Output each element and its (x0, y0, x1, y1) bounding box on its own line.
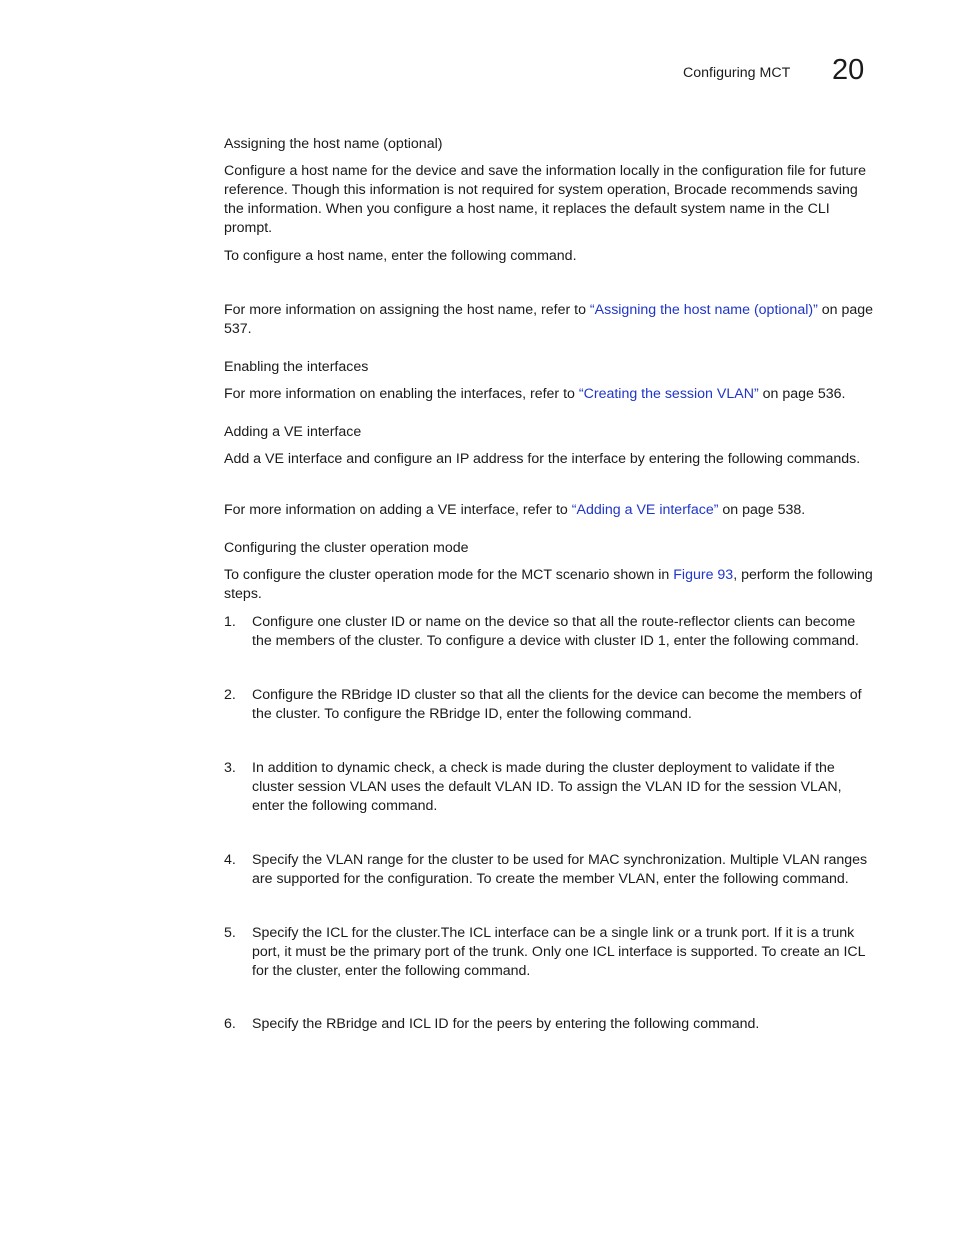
text-segment: on page 538. (718, 502, 806, 518)
step-number: 1. (224, 614, 236, 630)
paragraph-interfaces-reference (224, 385, 874, 404)
running-header-title: Configuring MCT (683, 65, 791, 81)
heading-assigning-host-name: Assigning the host name (optional) (224, 136, 443, 152)
text-segment: on page 536. (758, 386, 846, 402)
heading-adding-ve-interface: Adding a VE interface (224, 424, 362, 440)
paragraph-ve-interface-description: Add a VE interface and configure an IP address for the interface by entering the following commands. (224, 451, 861, 467)
step-text: In addition to dynamic check, a check is made during the cluster deployment to validate if the cluster session VLAN uses the default VLAN ID. To assign the VLAN ID for the session VLAN, enter the following command. (252, 760, 842, 814)
step-number: 4. (224, 852, 236, 868)
step-text: Specify the VLAN range for the cluster to be used for MAC synchronization. Multiple VLAN ranges are supported for the configuration. To create the member VLAN, enter the following command. (252, 852, 868, 887)
link-figure-93[interactable]: Figure 93 (673, 567, 734, 583)
text-segment: , perform the following steps. (224, 567, 873, 602)
step-text: Specify the RBridge and ICL ID for the peers by entering the following command. (252, 1016, 760, 1032)
paragraph-host-name-reference (224, 301, 874, 339)
text-segment: For more information on assigning the host name, refer to (224, 302, 590, 318)
step-number: 5. (224, 925, 236, 941)
step-number: 6. (224, 1016, 236, 1032)
heading-enabling-interfaces: Enabling the interfaces (224, 359, 369, 375)
step-text: Configure the RBridge ID cluster so that all the clients for the device can become the members of the cluster. To configure the RBridge ID, enter the following command. (252, 687, 862, 722)
list-item-step-5 (224, 924, 874, 981)
list-item-step-4 (224, 851, 874, 889)
list-item-step-2 (224, 686, 874, 724)
paragraph-host-name-instruction: To configure a host name, enter the following command. (224, 248, 577, 264)
chapter-number: 20 (832, 54, 865, 86)
text-segment: For more information on enabling the interfaces, refer to (224, 386, 579, 402)
step-text: Specify the ICL for the cluster.The ICL interface can be a single link or a trunk port. If it is a trunk port, it must be the primary port of the trunk. Only one ICL interface is supported. To create an ICL for the cluster, enter the following command. (252, 925, 865, 979)
paragraph-host-name-description: Configure a host name for the device and save the information locally in the configuration file for future reference. Though this information is not required for system operation, Brocade recommends saving the information. When you configure a host name, it replaces the default system name in the CLI prompt. (224, 163, 866, 236)
page-content (224, 135, 874, 1034)
step-number: 3. (224, 760, 236, 776)
list-item-step-6 (224, 1015, 874, 1034)
list-item-step-1 (224, 613, 874, 651)
step-number: 2. (224, 687, 236, 703)
step-text: Configure one cluster ID or name on the device so that all the route-reflector clients can become the members of the cluster. To configure a device with cluster ID 1, enter the following command. (252, 614, 859, 649)
link-assigning-host-name[interactable]: “Assigning the host name (optional)” (589, 302, 818, 318)
text-segment: on page 537. (224, 302, 874, 337)
text-segment: To configure the cluster operation mode for the MCT scenario shown in (224, 567, 674, 583)
paragraph-cluster-intro (224, 566, 874, 604)
link-creating-session-vlan[interactable]: “Creating the session VLAN” (578, 386, 759, 402)
text-segment: For more information on adding a VE interface, refer to (224, 502, 572, 518)
list-item-step-3 (224, 759, 874, 816)
link-adding-ve-interface[interactable]: “Adding a VE interface” (571, 502, 719, 518)
paragraph-ve-interface-reference (224, 501, 874, 520)
heading-cluster-operation-mode: Configuring the cluster operation mode (224, 540, 469, 556)
